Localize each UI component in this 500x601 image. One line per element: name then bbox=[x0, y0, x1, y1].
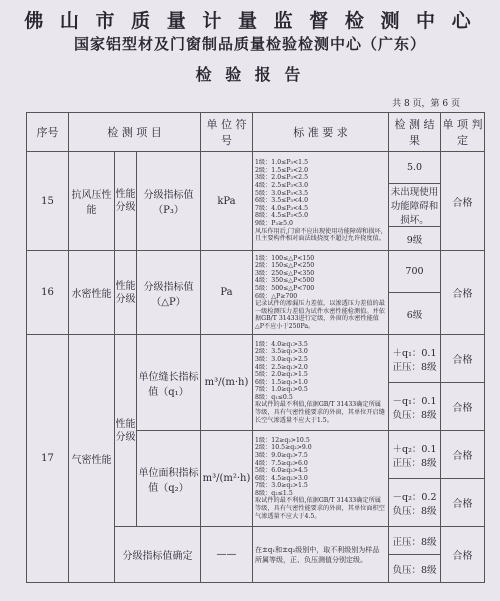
verdict: 合格 bbox=[441, 479, 485, 527]
standard-line: 风压作用后,门窗不应出现使用功能障碍和损坏,且主要构件相对面法线挠度不超过允许挠度值。 bbox=[255, 227, 385, 243]
standard-line: 8级：q₁≤0.5 bbox=[255, 393, 293, 401]
standard-text: 在±q₁和±q₂级别中，取不利级别为样品所属等级，正、负压测值分别定级。 bbox=[253, 527, 389, 583]
grade-label: 性能分级 bbox=[115, 335, 137, 527]
result-grade: 9级 bbox=[389, 227, 441, 251]
verdict: 合格 bbox=[441, 152, 485, 251]
standard-line: 1级：100≤△P<150 bbox=[255, 254, 315, 262]
sub-item: 分级指标值（△P） bbox=[137, 251, 201, 335]
result-value: 700 bbox=[389, 251, 441, 293]
positive-value: ＋q₂：0.1 bbox=[392, 443, 437, 455]
table-row bbox=[27, 152, 485, 184]
standard-line: 2级：1.5≤P₃<2.0 bbox=[255, 166, 309, 174]
negative-value: －q₁：0.1 bbox=[392, 395, 437, 407]
report-title: 检 验 报 告 bbox=[195, 65, 305, 84]
negative-value: －q₂：0.2 bbox=[392, 491, 437, 503]
standard-line: 3级：250≤△P<350 bbox=[255, 269, 315, 277]
standard-line: 3级：3.0≥q₁>2.5 bbox=[255, 355, 308, 363]
standard-line: 2级：3.5≥q₁>3.0 bbox=[255, 348, 308, 356]
unit: Pa bbox=[201, 251, 253, 335]
table-row bbox=[27, 335, 485, 383]
verdict: 合格 bbox=[441, 251, 485, 335]
page-info: 共 8 页，第 6 页 bbox=[392, 99, 460, 109]
standard-line: 6级：3.5≤P₃<4.0 bbox=[255, 197, 309, 205]
standard-line: 6级：4.5≥q₂>3.0 bbox=[255, 474, 308, 482]
row-no: 15 bbox=[27, 152, 69, 251]
standard-line: 记录试件的渗漏压力差值，以渗透压力差值的最一级检测压力差值为试件水密性能检测值。并依据GB/T 31433进行定级，外窗的水密性能值△P不应小于250Pa。 bbox=[255, 300, 385, 330]
result-note: 未出现使用功能障碍和损坏。 bbox=[389, 184, 441, 227]
header-verdict: 单 项 判 定 bbox=[441, 113, 485, 152]
item-name: 抗风压性能 bbox=[69, 152, 115, 251]
result-positive bbox=[389, 335, 441, 383]
result-positive: 正压：8级 bbox=[389, 527, 441, 555]
standard-text bbox=[253, 335, 389, 431]
sub-item: 分级指标值确定 bbox=[115, 527, 201, 583]
header-standard: 标 准 要 求 bbox=[253, 113, 389, 152]
grade-label: 性能分级 bbox=[115, 152, 137, 251]
verdict: 合格 bbox=[441, 335, 485, 383]
positive-value: ＋q₁：0.1 bbox=[392, 347, 437, 359]
standard-line: 6级：△P≥700 bbox=[255, 292, 298, 300]
verdict: 合格 bbox=[441, 431, 485, 479]
verdict: 合格 bbox=[441, 383, 485, 431]
result-negative: 负压：8级 bbox=[389, 555, 441, 583]
standard-line: 4级：350≤△P<500 bbox=[255, 277, 315, 285]
item-name: 气密性能 bbox=[69, 335, 115, 583]
center-subtitle: 国家铝型材及门窗制品质量检验检测中心（广东） bbox=[73, 35, 426, 53]
negative-grade: 负压：8级 bbox=[392, 409, 437, 421]
standard-text bbox=[253, 431, 389, 527]
standard-line: 9级：P₃≥5.0 bbox=[255, 219, 293, 227]
standard-line: 6级：1.5≥q₁>1.0 bbox=[255, 378, 308, 386]
standard-line: 2级：150≤△P<250 bbox=[255, 262, 315, 270]
row-no: 16 bbox=[27, 251, 69, 335]
sub-item: 单位面积指标值（q₂） bbox=[137, 431, 201, 527]
result-value: 5.0 bbox=[389, 152, 441, 184]
result-negative bbox=[389, 479, 441, 527]
standard-line: 7级：3.0≥q₂>1.5 bbox=[255, 482, 308, 490]
unit: m³/(m²·h) bbox=[201, 431, 253, 527]
standard-line: 5级：3.0≤P₃<3.5 bbox=[255, 189, 309, 197]
sub-item: 分级指标值（P₃） bbox=[137, 152, 201, 251]
standard-line: 1级：12≥q₂>10.5 bbox=[255, 436, 310, 444]
center-title: 佛 山 市 质 量 计 量 监 督 检 测 中 心 bbox=[24, 10, 476, 32]
standard-line: 8级：4.5≤P₃<5.0 bbox=[255, 212, 309, 220]
standard-line: 3级：2.0≤P₃<2.5 bbox=[255, 174, 309, 182]
standard-line: 7级：1.0≥q₁>0.5 bbox=[255, 386, 308, 394]
table-header-row bbox=[27, 113, 485, 152]
grade-label: 性能分级 bbox=[115, 251, 137, 335]
standard-line: 4级：7.5≥q₂>6.0 bbox=[255, 459, 308, 467]
unit: m³/(m·h) bbox=[201, 335, 253, 431]
unit: kPa bbox=[201, 152, 253, 251]
standard-text bbox=[253, 251, 389, 335]
standard-line: 5级：6.0≥q₂>4.5 bbox=[255, 467, 308, 475]
unit: —— bbox=[201, 527, 253, 583]
item-name: 水密性能 bbox=[69, 251, 115, 335]
standard-line: 5级：500≤△P<700 bbox=[255, 284, 315, 292]
standard-line: 4级：2.5≤P₃<3.0 bbox=[255, 182, 309, 190]
row-no: 17 bbox=[27, 335, 69, 583]
standard-line: 取试件的最不利值,依据GB/T 31433确定所属等级，具有气密性能要求的外窗，其单位面积空气渗透量不应大于4.5。 bbox=[255, 497, 385, 520]
sub-item: 单位缝长指标值（q₁） bbox=[137, 335, 201, 431]
standard-line: 7级：4.0≤P₃<4.5 bbox=[255, 204, 309, 212]
table-row bbox=[27, 251, 485, 293]
standard-line: 3级：9.0≥q₂>7.5 bbox=[255, 451, 308, 459]
header-unit: 单 位 符 号 bbox=[201, 113, 253, 152]
standard-line: 1级：1.0≤P₃<1.5 bbox=[255, 159, 309, 167]
standard-line: 取试件的最不利值,依据GB/T 31433确定所属等级，具有气密性能要求的外窗，其单位开启缝长空气渗透量不应大于1.5。 bbox=[255, 401, 385, 424]
standard-text bbox=[253, 152, 389, 251]
standard-line: 2级：10.5≥q₂>9.0 bbox=[255, 444, 312, 452]
result-positive bbox=[389, 431, 441, 479]
header-result: 检 测 结 果 bbox=[389, 113, 441, 152]
positive-grade: 正压：8级 bbox=[392, 361, 437, 373]
standard-line: 4级：2.5≥q₁>2.0 bbox=[255, 363, 308, 371]
result-negative bbox=[389, 383, 441, 431]
standard-line: 5级：2.0≥q₁>1.5 bbox=[255, 371, 308, 379]
verdict: 合格 bbox=[441, 527, 485, 583]
result-grade: 6级 bbox=[389, 293, 441, 335]
header-item: 检 测 项 目 bbox=[69, 113, 201, 152]
standard-line: 1级：4.0≥q₁>3.5 bbox=[255, 340, 308, 348]
standard-line: 8级：q₂≤1.5 bbox=[255, 489, 293, 497]
positive-grade: 正压：8级 bbox=[392, 457, 437, 469]
inspection-table bbox=[26, 112, 485, 583]
negative-grade: 负压：8级 bbox=[392, 505, 437, 517]
header-no: 序号 bbox=[27, 113, 69, 152]
